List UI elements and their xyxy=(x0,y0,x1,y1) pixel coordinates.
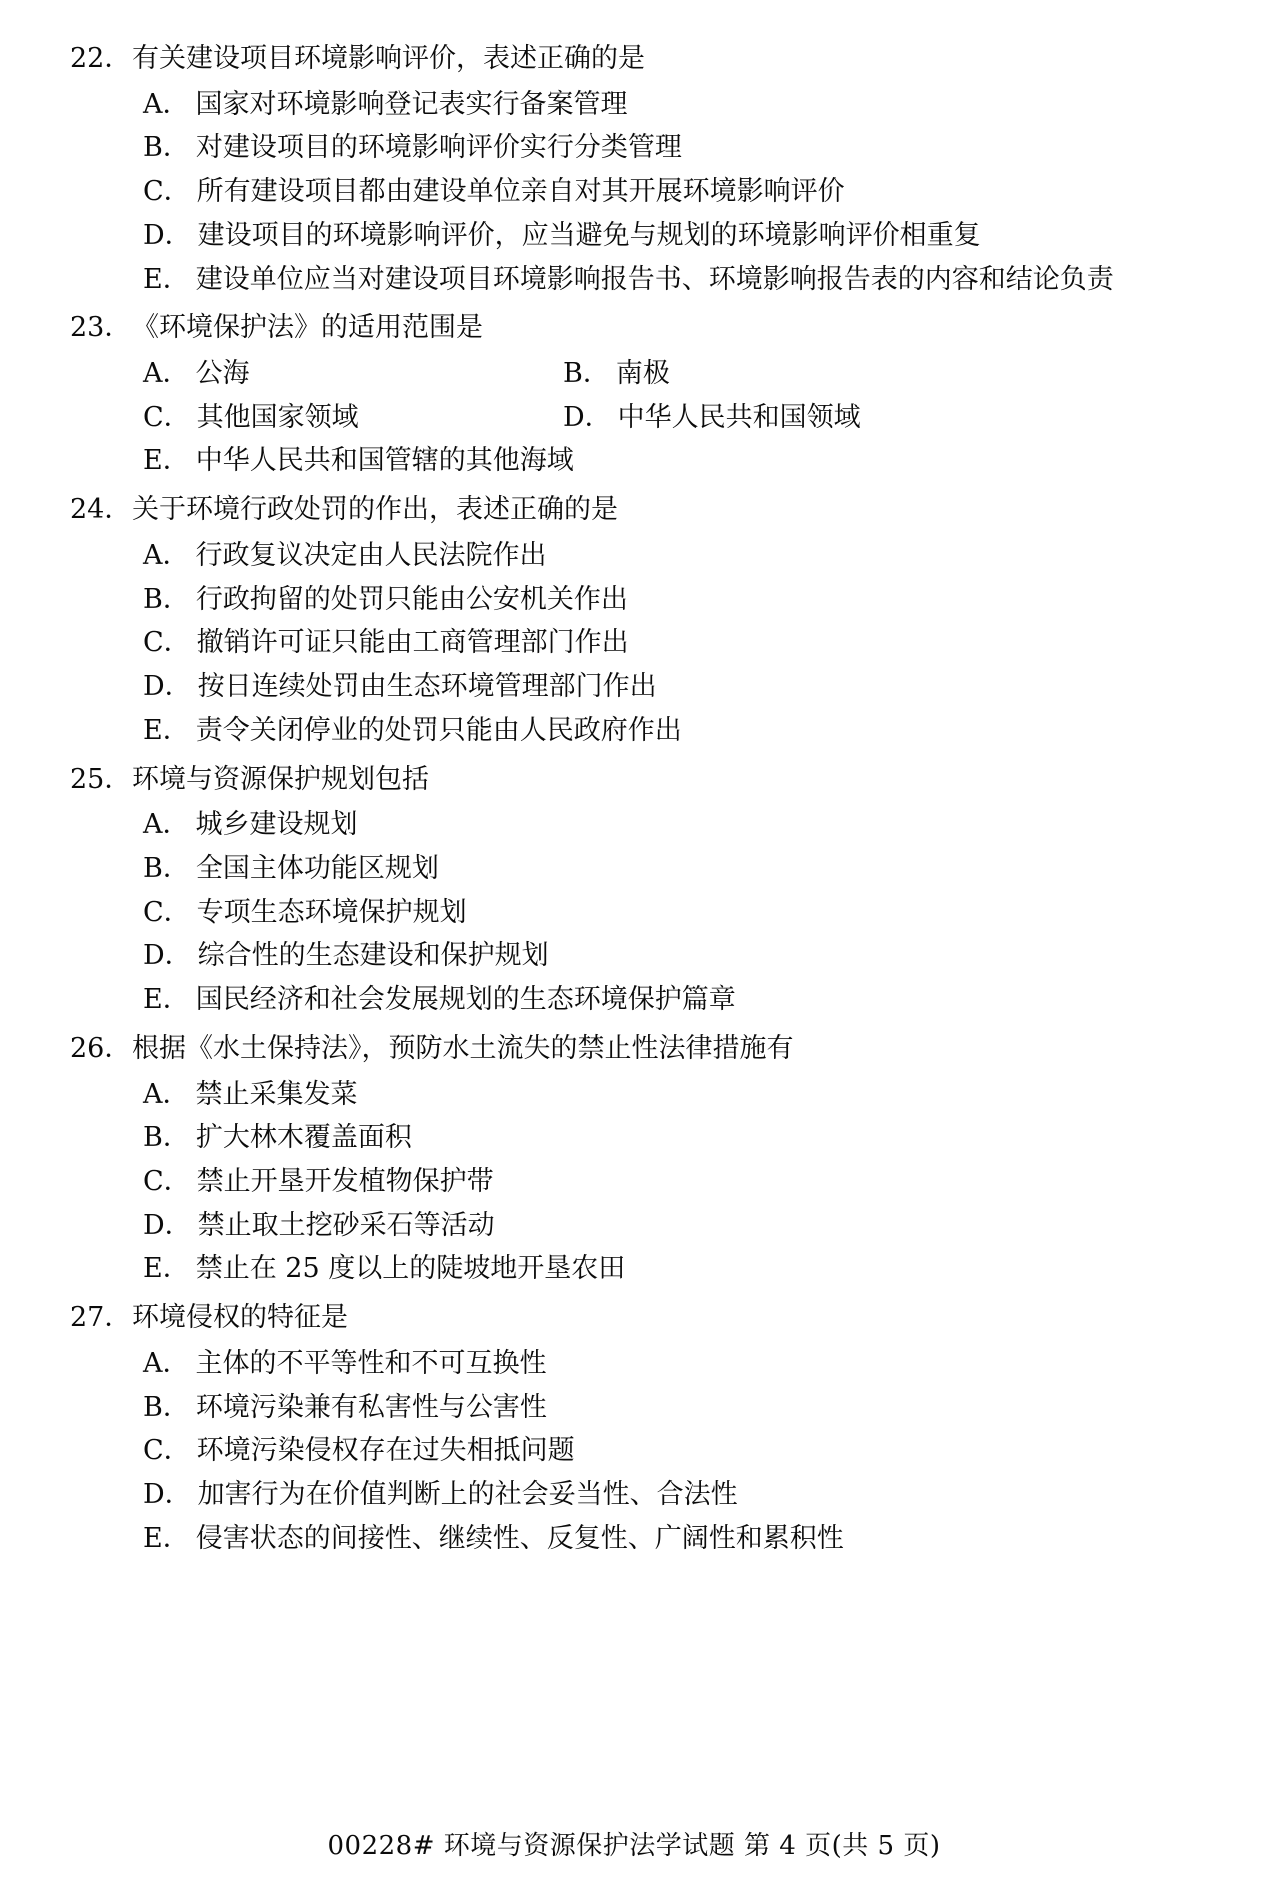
option-b[interactable] xyxy=(143,1386,547,1430)
option-list xyxy=(70,1342,1198,1561)
option-e[interactable] xyxy=(143,709,682,753)
option-b[interactable] xyxy=(143,1116,412,1160)
option-b[interactable] xyxy=(143,847,439,891)
option-d[interactable] xyxy=(143,214,981,258)
option-row[interactable] xyxy=(70,1116,1198,1160)
option-label: A． xyxy=(143,1078,190,1110)
option-row[interactable] xyxy=(70,803,1198,847)
option-d[interactable] xyxy=(563,396,983,440)
option-text: 环境污染兼有私害性与公害性 xyxy=(195,1391,547,1423)
option-label: A． xyxy=(143,539,190,571)
option-c[interactable] xyxy=(143,1160,494,1204)
option-label: D． xyxy=(143,1209,192,1241)
question-text: 根据《水土保持法》，预防水土流失的禁止性法律措施有 xyxy=(132,1032,794,1064)
question-stem xyxy=(70,759,1198,802)
option-row[interactable] xyxy=(70,1073,1198,1117)
option-text: 禁止采集发菜 xyxy=(195,1078,358,1110)
option-text: 国民经济和社会发展规划的生态环境保护篇章 xyxy=(195,984,736,1016)
option-row[interactable] xyxy=(70,578,1198,622)
option-row[interactable] xyxy=(70,1204,1198,1248)
question-23 xyxy=(70,307,1198,483)
option-text: 按日连续处罚由生态环境管理部门作出 xyxy=(197,671,657,703)
option-text: 中华人民共和国管辖的其他海域 xyxy=(195,445,574,477)
option-c[interactable] xyxy=(143,621,629,665)
option-text: 公海 xyxy=(195,357,250,389)
option-row[interactable] xyxy=(70,1247,1198,1291)
question-stem xyxy=(70,1297,1198,1340)
option-text: 行政拘留的处罚只能由公安机关作出 xyxy=(195,583,628,615)
option-a[interactable] xyxy=(143,352,563,396)
option-text: 禁止开垦开发植物保护带 xyxy=(196,1165,494,1197)
question-text: 有关建设项目环境影响评价，表述正确的是 xyxy=(132,43,645,74)
option-text: 南极 xyxy=(615,357,670,389)
option-b[interactable] xyxy=(143,126,682,170)
option-text: 行政复议决定由人民法院作出 xyxy=(195,539,547,571)
option-text: 城乡建设规划 xyxy=(195,809,358,841)
option-text: 中华人民共和国领域 xyxy=(617,401,861,433)
option-text: 综合性的生态建设和保护规划 xyxy=(197,940,549,972)
question-25 xyxy=(70,759,1198,1022)
option-e[interactable] xyxy=(143,1247,625,1291)
question-number: 22． xyxy=(70,43,132,74)
option-c[interactable] xyxy=(143,1429,575,1473)
option-label: E． xyxy=(143,1253,190,1285)
page-footer xyxy=(0,1825,1268,1862)
option-label: E． xyxy=(143,445,190,477)
option-label: A． xyxy=(143,809,190,841)
option-row[interactable] xyxy=(70,170,1198,214)
option-text: 建设单位应当对建设项目环境影响报告书、环境影响报告表的内容和结论负责 xyxy=(195,263,1114,295)
option-label: C． xyxy=(143,176,191,208)
option-a[interactable] xyxy=(143,803,358,847)
option-label: E． xyxy=(143,984,190,1016)
option-d[interactable] xyxy=(143,665,657,709)
option-label: E． xyxy=(143,714,190,746)
option-row[interactable] xyxy=(70,258,1198,302)
option-text: 禁止取土挖砂采石等活动 xyxy=(197,1209,495,1241)
option-a[interactable] xyxy=(143,1342,547,1386)
option-row[interactable] xyxy=(70,214,1198,258)
option-label: E． xyxy=(143,1522,190,1554)
option-row[interactable] xyxy=(70,665,1198,709)
question-text: 关于环境行政处罚的作出，表述正确的是 xyxy=(132,494,618,526)
option-label: B． xyxy=(143,1122,190,1154)
question-22 xyxy=(70,38,1198,301)
option-d[interactable] xyxy=(143,934,549,978)
question-text: 《环境保护法》的适用范围是 xyxy=(132,312,483,344)
option-d[interactable] xyxy=(143,1204,495,1248)
option-row[interactable] xyxy=(70,126,1198,170)
option-a[interactable] xyxy=(143,83,628,127)
option-c[interactable] xyxy=(143,396,563,440)
question-number: 26． xyxy=(70,1032,132,1064)
footer-text: 00228# 环境与资源保护法学试题 第 4 页(共 5 页) xyxy=(327,1831,941,1861)
question-text: 环境侵权的特征是 xyxy=(132,1302,348,1334)
option-label: C． xyxy=(143,401,191,433)
question-24 xyxy=(70,489,1198,752)
question-number: 27． xyxy=(70,1302,132,1334)
option-row[interactable] xyxy=(70,621,1198,665)
option-label: C． xyxy=(143,627,191,659)
question-stem xyxy=(70,307,1198,350)
option-text: 扩大林木覆盖面积 xyxy=(195,1122,412,1154)
option-text: 禁止在 25 度以上的陡坡地开垦农田 xyxy=(195,1253,626,1285)
option-row[interactable] xyxy=(70,396,1198,440)
option-label: E． xyxy=(143,263,190,295)
option-row[interactable] xyxy=(70,934,1198,978)
option-b[interactable] xyxy=(143,578,628,622)
option-c[interactable] xyxy=(143,170,845,214)
option-row[interactable] xyxy=(70,1517,1198,1561)
option-a[interactable] xyxy=(143,534,547,578)
option-list xyxy=(70,352,1198,483)
option-row[interactable] xyxy=(70,1386,1198,1430)
option-label: C． xyxy=(143,896,191,928)
option-text: 对建设项目的环境影响评价实行分类管理 xyxy=(195,132,682,164)
option-text: 侵害状态的间接性、继续性、反复性、广阔性和累积性 xyxy=(195,1522,844,1554)
option-label: A． xyxy=(143,88,190,120)
option-label: B． xyxy=(143,583,190,615)
option-label: B． xyxy=(563,357,610,389)
option-e[interactable] xyxy=(143,1517,844,1561)
question-number: 25． xyxy=(70,763,132,795)
question-stem xyxy=(70,1028,1198,1071)
option-row[interactable] xyxy=(70,1342,1198,1386)
option-list xyxy=(70,1073,1198,1292)
option-label: A． xyxy=(143,357,190,389)
option-label: D． xyxy=(563,401,612,433)
option-label: C． xyxy=(143,1435,191,1467)
option-e[interactable] xyxy=(143,258,1114,302)
option-text: 国家对环境影响登记表实行备案管理 xyxy=(195,88,628,120)
option-row[interactable] xyxy=(70,439,1198,483)
question-number: 23． xyxy=(70,312,132,344)
option-a[interactable] xyxy=(143,1073,358,1117)
option-label: D． xyxy=(143,940,192,972)
option-b[interactable] xyxy=(563,352,983,396)
option-text: 撤销许可证只能由工商管理部门作出 xyxy=(196,627,629,659)
option-list xyxy=(70,803,1198,1022)
option-text: 专项生态环境保护规划 xyxy=(196,896,467,928)
option-row[interactable] xyxy=(70,1429,1198,1473)
option-label: D． xyxy=(143,671,192,703)
option-c[interactable] xyxy=(143,891,467,935)
option-list xyxy=(70,83,1198,302)
option-label: C． xyxy=(143,1165,191,1197)
option-row[interactable] xyxy=(70,1160,1198,1204)
option-label: A． xyxy=(143,1347,190,1379)
option-label: B． xyxy=(143,852,190,884)
option-text: 责令关闭停业的处罚只能由人民政府作出 xyxy=(195,714,682,746)
question-text: 环境与资源保护规划包括 xyxy=(132,763,429,795)
question-26 xyxy=(70,1028,1198,1291)
option-row[interactable] xyxy=(70,83,1198,127)
option-row[interactable] xyxy=(70,847,1198,891)
question-stem xyxy=(70,38,1198,81)
option-label: B． xyxy=(143,1391,190,1423)
option-row[interactable] xyxy=(70,709,1198,753)
option-text: 建设项目的环境影响评价，应当避免与规划的环境影响评价相重复 xyxy=(197,219,981,251)
option-d[interactable] xyxy=(143,1473,738,1517)
option-row[interactable] xyxy=(70,891,1198,935)
option-label: D． xyxy=(143,1479,192,1511)
option-e[interactable] xyxy=(143,439,574,483)
option-text: 主体的不平等性和不可互换性 xyxy=(195,1347,547,1379)
option-text: 其他国家领域 xyxy=(196,401,359,433)
option-label: B． xyxy=(143,132,190,164)
option-text: 所有建设项目都由建设单位亲自对其开展环境影响评价 xyxy=(196,176,845,208)
option-text: 环境污染侵权存在过失相抵问题 xyxy=(196,1435,575,1467)
option-e[interactable] xyxy=(143,978,736,1022)
option-row[interactable] xyxy=(70,352,1198,396)
question-27 xyxy=(70,1297,1198,1560)
option-text: 加害行为在价值判断上的社会妥当性、合法性 xyxy=(197,1479,738,1511)
question-stem xyxy=(70,489,1198,532)
option-text: 全国主体功能区规划 xyxy=(195,852,439,884)
option-row[interactable] xyxy=(70,534,1198,578)
option-label: D． xyxy=(143,219,192,251)
option-list xyxy=(70,534,1198,753)
question-number: 24． xyxy=(70,494,132,526)
option-row[interactable] xyxy=(70,1473,1198,1517)
option-row[interactable] xyxy=(70,978,1198,1022)
